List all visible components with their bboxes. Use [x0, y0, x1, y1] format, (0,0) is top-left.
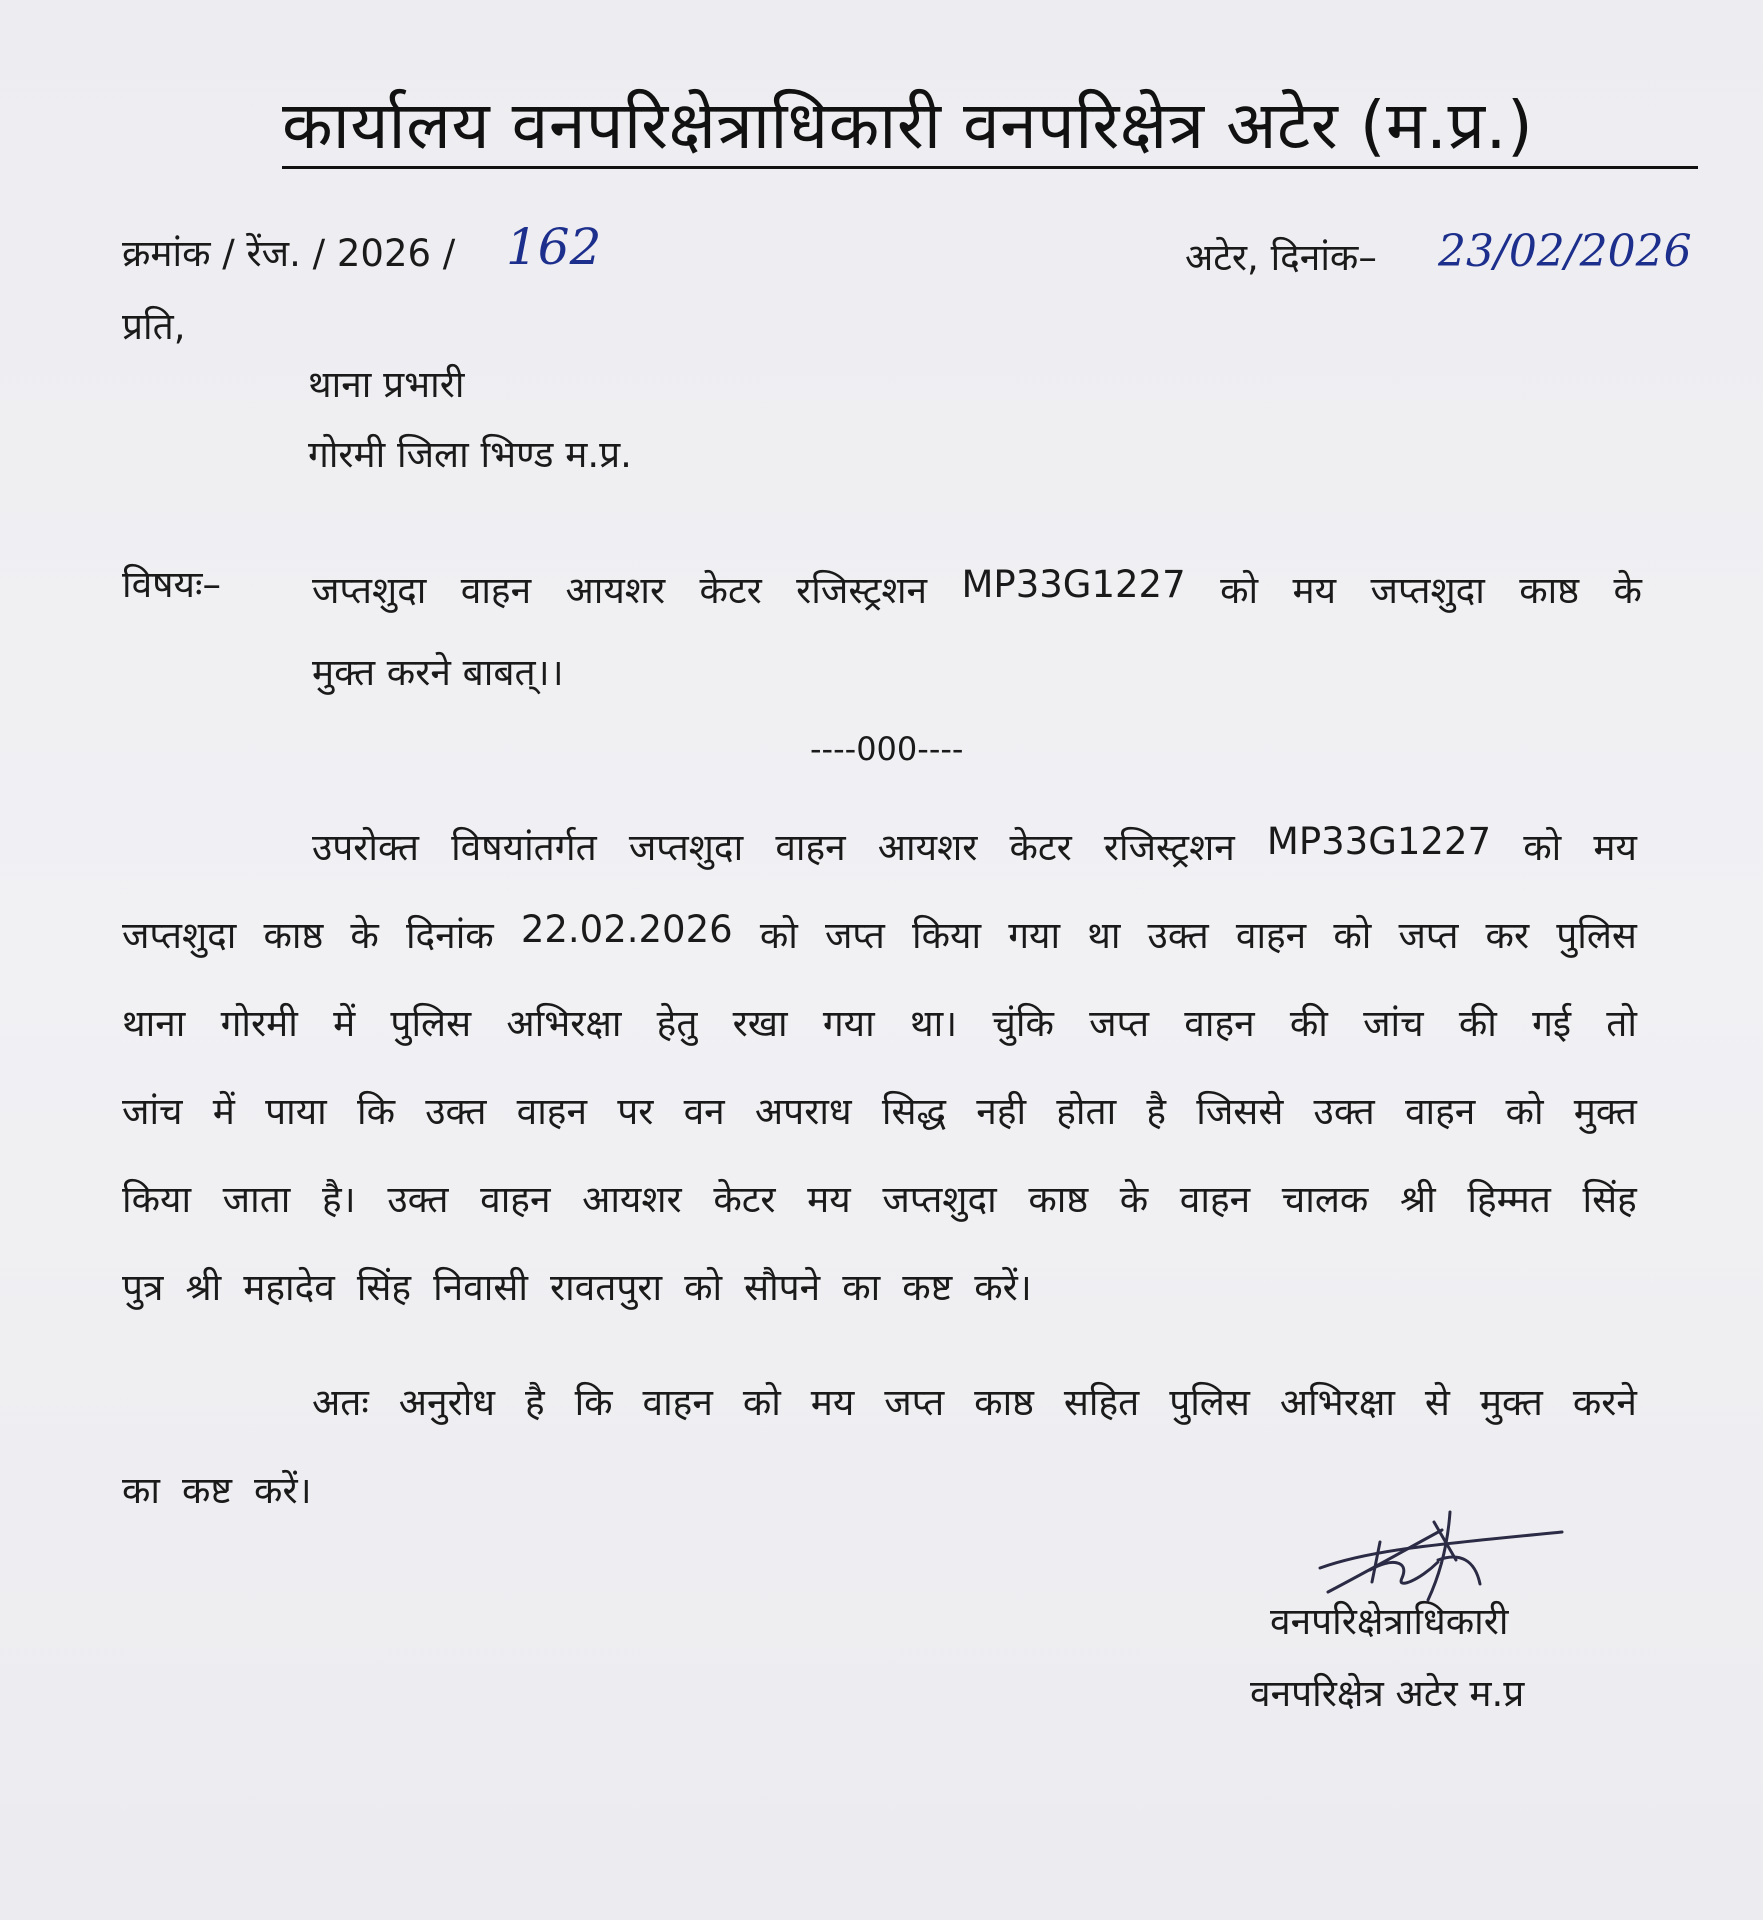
word: उक्त — [1313, 1090, 1375, 1133]
word: दिनांक — [405, 914, 494, 957]
subject-label: विषयः– — [122, 563, 221, 606]
place-date-label: अटेर, दिनांक– — [1185, 236, 1377, 279]
word: जप्तशुदा — [628, 826, 744, 869]
word: करें। — [974, 1266, 1032, 1309]
word: जप्त — [1398, 914, 1459, 957]
word: गई — [1532, 1002, 1572, 1045]
recipient-line-2: गोरमी जिला भिण्ड म.प्र. — [308, 433, 632, 476]
signatory-designation: वनपरिक्षेत्राधिकारी — [1270, 1600, 1509, 1643]
word: केटर — [699, 569, 762, 612]
word: से — [1424, 1381, 1450, 1424]
body-paragraph-1 — [122, 820, 1637, 1348]
word: उक्त — [1147, 914, 1209, 957]
word: केटर — [713, 1178, 776, 1221]
word: वाहन — [1179, 1178, 1251, 1221]
word: मय — [807, 1178, 851, 1221]
word: सिंह — [1582, 1178, 1637, 1221]
text-line — [122, 1375, 1637, 1463]
word: उक्त — [425, 1090, 487, 1133]
word: मय — [1593, 826, 1637, 869]
word: जप्तशुदा — [122, 914, 237, 957]
word: तो — [1606, 1002, 1637, 1045]
word: करें। — [254, 1469, 312, 1512]
word: वाहन — [1404, 1090, 1476, 1133]
word: को — [684, 1266, 723, 1309]
word: जाता — [222, 1178, 291, 1221]
text-line — [122, 996, 1637, 1084]
text-line — [122, 908, 1637, 996]
word: है — [1146, 1090, 1167, 1133]
signatory-office: वनपरिक्षेत्र अटेर म.प्र — [1250, 1672, 1525, 1715]
word: में — [333, 1002, 356, 1045]
subject-line-2-text: मुक्त करने बाबत्।। — [312, 651, 564, 694]
word: मुक्त — [1479, 1381, 1543, 1424]
word: अपराध — [754, 1090, 852, 1133]
word: आयशर — [565, 569, 666, 612]
word: गया — [1008, 914, 1061, 957]
word: हेतु — [656, 1002, 698, 1045]
word: को — [1333, 914, 1372, 957]
word: काष्ठ — [1028, 1178, 1089, 1221]
word: नही — [976, 1090, 1027, 1133]
word: अनुरोध — [398, 1381, 496, 1424]
word: गया — [822, 1002, 875, 1045]
text-line — [122, 1260, 1637, 1348]
word: जांच — [1363, 1002, 1424, 1045]
word: पर — [617, 1090, 654, 1133]
word: मय — [1292, 569, 1337, 612]
word: सिंह — [356, 1266, 412, 1309]
word: हिम्मत — [1467, 1178, 1551, 1221]
reference-number-label: क्रमांक / रेंज. / 2026 / — [122, 232, 456, 275]
word: को — [1505, 1090, 1544, 1133]
word: जप्त — [824, 914, 885, 957]
text-line — [122, 1084, 1637, 1172]
word: वन — [683, 1090, 725, 1133]
word: जप्तशुदा — [312, 569, 427, 612]
word: निवासी — [433, 1266, 528, 1309]
word: की — [1458, 1002, 1497, 1045]
word: आयशर — [582, 1178, 682, 1221]
subject-line-1 — [312, 563, 1642, 645]
word: को — [1523, 826, 1562, 869]
word: कि — [357, 1090, 395, 1133]
word: रजिस्ट्रशन — [796, 569, 928, 612]
word: काष्ठ — [263, 914, 324, 957]
word: अतः — [312, 1381, 369, 1424]
word: काष्ठ — [974, 1381, 1034, 1424]
date-handwritten: 23/02/2026 — [1438, 226, 1692, 277]
word: जप्त — [884, 1381, 945, 1424]
word: काष्ठ — [1519, 569, 1580, 612]
word: वाहन — [1235, 914, 1307, 957]
word: में — [212, 1090, 235, 1133]
word: अभिरक्षा — [506, 1002, 622, 1045]
text-line — [122, 1172, 1637, 1260]
word: वाहन — [1184, 1002, 1255, 1045]
word: को — [1220, 569, 1259, 612]
word: चुंकि — [992, 1002, 1054, 1045]
word: के — [1613, 569, 1642, 612]
word: पाया — [265, 1090, 327, 1133]
word: रावतपुरा — [549, 1266, 663, 1309]
word: करने — [1572, 1381, 1637, 1424]
separator: ----000---- — [810, 730, 964, 768]
word: की — [1289, 1002, 1328, 1045]
word: रखा — [732, 1002, 788, 1045]
word: को — [742, 1381, 781, 1424]
word: उपरोक्त — [312, 826, 419, 869]
word: सहित — [1063, 1381, 1140, 1424]
recipient-to-label: प्रति, — [122, 305, 186, 348]
word: पुत्र — [122, 1266, 164, 1309]
word: केटर — [1009, 826, 1072, 869]
word: जप्तशुदा — [882, 1178, 997, 1221]
word: मुक्त — [1573, 1090, 1637, 1133]
word: सिद्ध — [881, 1090, 947, 1133]
word: महादेव — [243, 1266, 335, 1309]
word: उक्त — [387, 1178, 449, 1221]
word: पुलिस — [390, 1002, 472, 1045]
word: जप्त — [1089, 1002, 1150, 1045]
word: था — [1087, 914, 1121, 957]
word: वाहन — [642, 1381, 713, 1424]
word: के — [1119, 1178, 1149, 1221]
recipient-line-1: थाना प्रभारी — [308, 363, 465, 406]
word: कि — [574, 1381, 613, 1424]
word: वाहन — [460, 569, 532, 612]
word: जिससे — [1196, 1090, 1284, 1133]
word: कष्ट — [902, 1266, 953, 1309]
word: 22.02.2026 — [520, 908, 733, 951]
office-header-title: कार्यालय वनपरिक्षेत्राधिकारी वनपरिक्षेत्र अटेर (म.प्र.) — [282, 87, 1534, 164]
word: है। — [322, 1178, 356, 1221]
word: के — [350, 914, 379, 957]
word: वाहन — [775, 826, 846, 869]
word: MP33G1227 — [961, 563, 1186, 606]
reference-number-handwritten: 162 — [506, 218, 602, 276]
word: आयशर — [877, 826, 978, 869]
word: पुलिस — [1556, 914, 1637, 957]
word: विषयांतर्गत — [451, 826, 597, 869]
word: था। — [909, 1002, 958, 1045]
word: रजिस्ट्रशन — [1103, 826, 1235, 869]
subject-line-2 — [312, 645, 1642, 727]
word: गोरमी — [220, 1002, 298, 1045]
word: कर — [1485, 914, 1530, 957]
word: कष्ट — [182, 1469, 233, 1512]
word: वाहन — [480, 1178, 551, 1221]
word: किया — [122, 1178, 192, 1221]
word: सौपने — [744, 1266, 821, 1309]
word: जांच — [122, 1090, 183, 1133]
subject-text — [312, 563, 1642, 727]
word: थाना — [122, 1002, 186, 1045]
word: श्री — [1399, 1178, 1436, 1221]
word: को — [759, 914, 798, 957]
word: MP33G1227 — [1266, 820, 1492, 863]
handwritten-signature — [1310, 1500, 1570, 1610]
word: चालक — [1281, 1178, 1369, 1221]
text-line — [122, 820, 1637, 908]
word: का — [842, 1266, 881, 1309]
word: है — [525, 1381, 545, 1424]
word: मय — [810, 1381, 855, 1424]
word: श्री — [185, 1266, 222, 1309]
word: वाहन — [516, 1090, 587, 1133]
word: किया — [912, 914, 982, 957]
header-underline — [282, 166, 1698, 169]
word: का — [122, 1469, 160, 1512]
word: पुलिस — [1169, 1381, 1250, 1424]
word: जप्तशुदा — [1370, 569, 1485, 612]
word: अभिरक्षा — [1279, 1381, 1395, 1424]
word: होता — [1056, 1090, 1117, 1133]
